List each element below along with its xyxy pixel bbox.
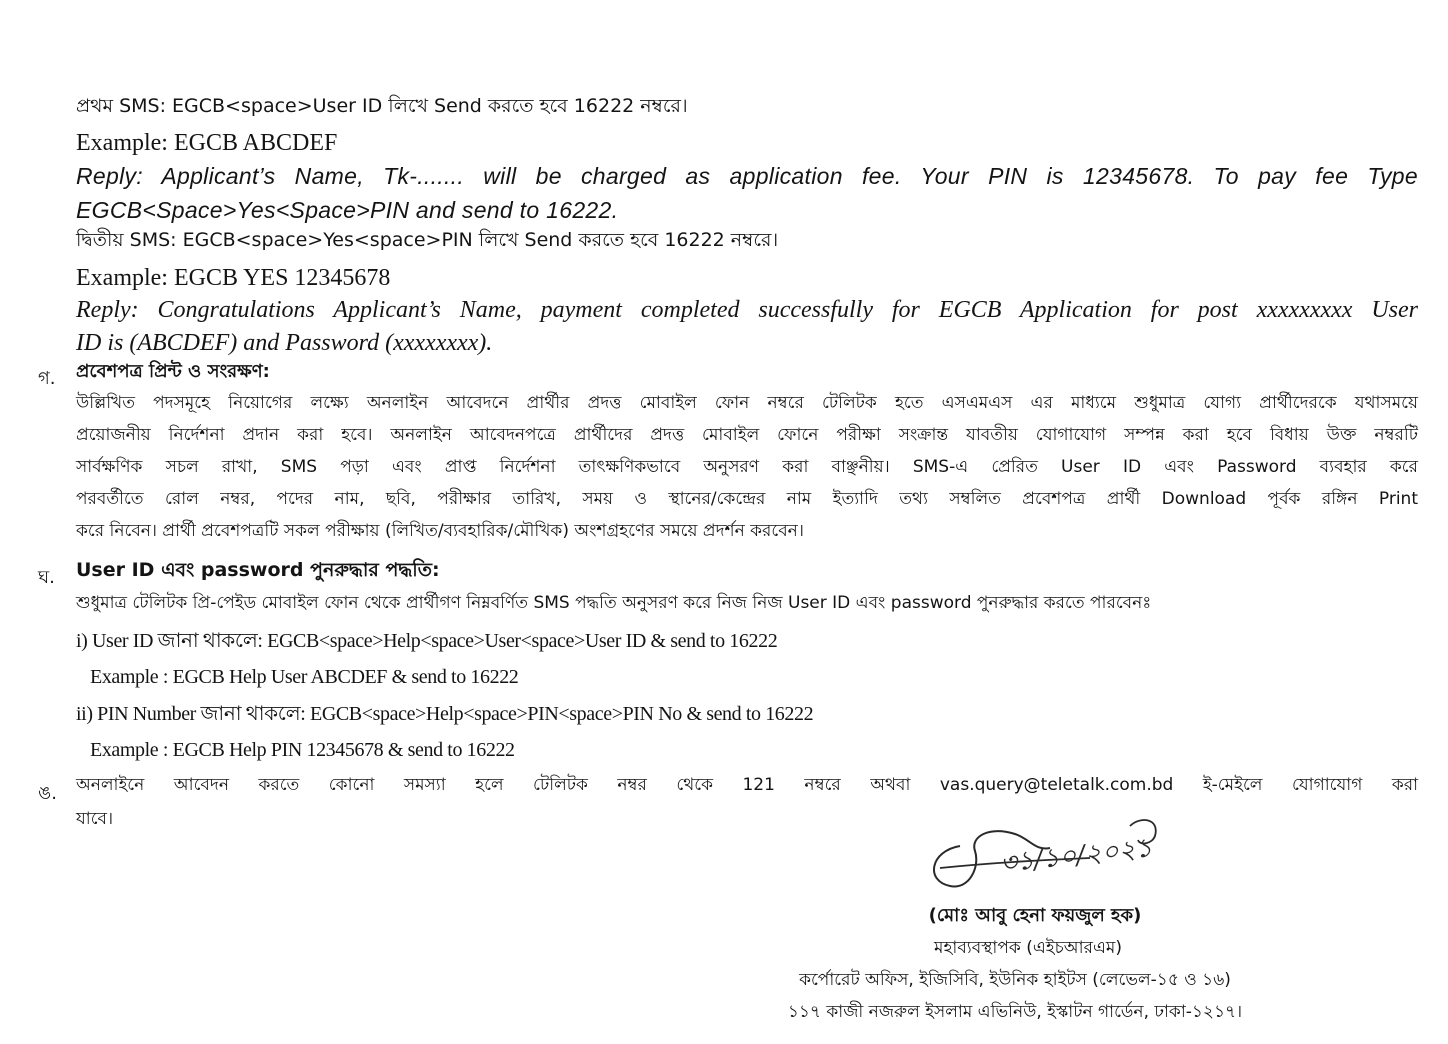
recovery-option-2-example: Example : EGCB Help PIN 12345678 & send to 16222 — [90, 739, 515, 761]
section-uma-line-1: অনলাইনে আবেদন করতে কোনো সমস্যা হলে টেলিটক নম্বর থেকে 121 নম্বরে অথবা vas.query@teletalk.com.bd ই-মেইলে যোগাযোগ করা — [76, 775, 1418, 795]
street-address: ১১৭ কাজী নজরুল ইসলাম এভিনিউ, ইস্কাটন গার্ডেন, ঢাকা-১২১৭। — [787, 1002, 1243, 1022]
second-sms-instruction: দ্বিতীয় SMS: EGCB<space>Yes<space>PIN লিখে Send করতে হবে 16222 নম্বরে। — [76, 229, 779, 251]
reply-2-line-2: ID is (ABCDEF) and Password (xxxxxxxx). — [76, 330, 493, 356]
section-ga-line-2: প্রয়োজনীয় নির্দেশনা প্রদান করা হবে। অনলাইন আবেদনপত্রে প্রার্থীদের প্রদত্ত মোবাইল ফোনে পরীক্ষা সংক্রান্ত যাবতীয় যোগাযোগ সম্পন্ন করা হবে বিধায় উক্ত নম্বরটি — [76, 425, 1418, 445]
section-ga-marker: গ. — [38, 368, 56, 389]
section-gha-heading: User ID এবং password পুনরুদ্ধার পদ্ধতি: — [76, 559, 440, 581]
recovery-option-1-example: Example : EGCB Help User ABCDEF & send to 16222 — [90, 666, 519, 688]
signatory-title: মহাব্যবস্থাপক (এইচআরএম) — [934, 938, 1122, 958]
office-address: কর্পোরেট অফিস, ইজিসিবি, ইউনিক হাইটস (লেভেল-১৫ ও ১৬) — [799, 970, 1231, 990]
signatory-name: (মোঃ আবু হেনা ফয়জুল হক) — [928, 905, 1142, 926]
recovery-option-1: i) User ID জানা থাকলে: EGCB<space>Help<space>User<space>User ID & send to 16222 — [76, 630, 778, 652]
first-sms-instruction: প্রথম SMS: EGCB<space>User ID লিখে Send করতে হবে 16222 নম্বরে। — [76, 95, 688, 117]
example-1: Example: EGCB ABCDEF — [76, 130, 338, 156]
example-2: Example: EGCB YES 12345678 — [76, 265, 391, 291]
reply-2-line-1: Reply: Congratulations Applicant’s Name, payment completed successfully for EGCB Application for post xxxxxxxxx User — [76, 297, 1418, 323]
section-ga-line-5: করে নিবেন। প্রার্থী প্রবেশপত্রটি সকল পরীক্ষায় (লিখিত/ব্যবহারিক/মৌখিক) অংশগ্রহণের সময়ে প্রদর্শন করবেন। — [76, 521, 804, 541]
recovery-option-2: ii) PIN Number জানা থাকলে: EGCB<space>Help<space>PIN<space>PIN No & send to 16222 — [76, 703, 814, 725]
section-ga-line-3: সার্বক্ষণিক সচল রাখা, SMS পড়া এবং প্রাপ্ত নির্দেশনা তাৎক্ষণিকভাবে অনুসরণ করা বাঞ্ছনীয়। SMS-এ প্রেরিত User ID এবং Password ব্যবহার করে — [76, 457, 1418, 477]
section-gha-intro: শুধুমাত্র টেলিটক প্রি-পেইড মোবাইল ফোন থেকে প্রার্থীগণ নিম্নবর্ণিত SMS পদ্ধতি অনুসরণ করে নিজ নিজ User ID এবং password পুনরুদ্ধার করতে পারবেনঃ — [76, 593, 1152, 613]
reply-1-line-2: EGCB<Space>Yes<Space>PIN and send to 16222. — [76, 197, 619, 223]
section-ga-line-1: উল্লিখিত পদসমূহে নিয়োগের লক্ষ্যে অনলাইন আবেদনে প্রার্থীর প্রদত্ত মোবাইল ফোন নম্বরে টেলিটক হতে এসএমএস এর মাধ্যমে শুধুমাত্র যোগ্য প্রার্থীদেরকে যথাসময়ে — [76, 393, 1418, 413]
section-uma-marker: ঙ. — [38, 783, 57, 804]
section-uma-line-2: যাবে। — [76, 809, 114, 829]
section-ga-heading: প্রবেশপত্র প্রিন্ট ও সংরক্ষণ: — [76, 361, 270, 382]
section-gha-marker: ঘ. — [38, 567, 55, 588]
handwritten-date: ৩১/১০/২০২১ — [998, 833, 1154, 879]
reply-1-line-1: Reply: Applicant’s Name, Tk-....... will be charged as application fee. Your PIN is 12345678. To pay fee Type — [76, 163, 1418, 189]
section-ga-line-4: পরবর্তীতে রোল নম্বর, পদের নাম, ছবি, পরীক্ষার তারিখ, সময় ও স্থানের/কেন্দ্রের নাম ইত্যাদি তথ্য সম্বলিত প্রবেশপত্র প্রার্থী Download পূর্বক রঙ্গিন Print — [76, 489, 1418, 509]
